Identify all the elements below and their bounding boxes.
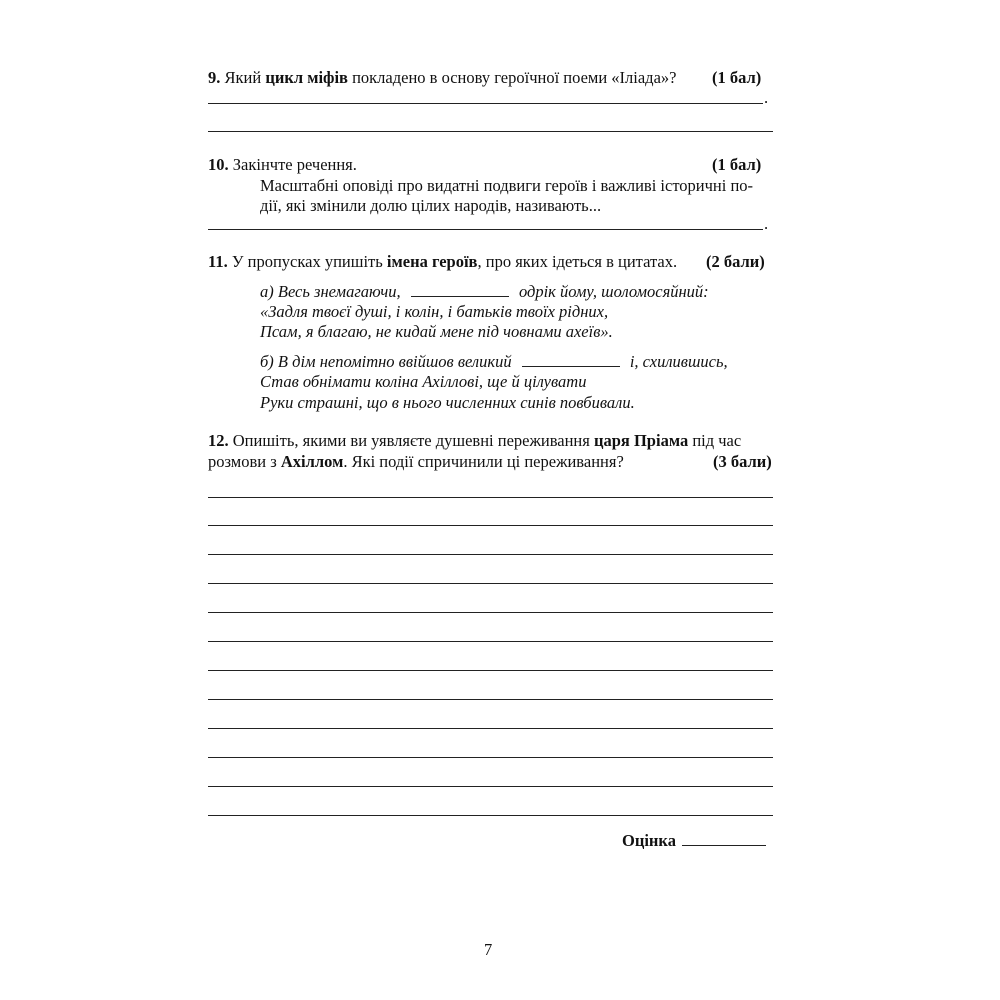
question-9-number: 9.	[208, 68, 221, 87]
question-12-text-1a: Опишіть, якими ви уявляєте душевні переживання	[228, 431, 594, 450]
answer-line-9-1[interactable]	[208, 103, 763, 104]
answer-line-10[interactable]	[208, 229, 763, 230]
question-11	[208, 252, 677, 272]
question-9-points: (1 бал)	[712, 68, 762, 87]
question-9-text-end: покладено в основу героїчної поеми «Іліада»?	[347, 68, 677, 87]
question-10-text: Закінчте речення.	[228, 155, 357, 174]
answer-line-12-3[interactable]	[208, 554, 773, 555]
grade-field	[622, 830, 766, 851]
quote-a-text-end: одрік йому, шоломосяйний:	[514, 282, 709, 301]
answer-period-9: .	[764, 88, 769, 107]
quote-a-text-start: а) Весь знемагаючи,	[260, 282, 405, 301]
quote-b-line-3: Руки страшні, що в нього численних синів повбивали.	[260, 393, 635, 412]
grade-label: Оцінка	[622, 831, 676, 850]
question-12-text-1b: під час	[688, 431, 742, 450]
question-12-line-1	[208, 431, 741, 451]
answer-line-9-2[interactable]	[208, 131, 773, 132]
quote-b-text-start: б) В дім непомітно ввійшов великий	[260, 352, 516, 371]
question-12-points: (3 бали)	[713, 452, 772, 471]
question-10	[208, 155, 357, 175]
answer-line-12-11[interactable]	[208, 786, 773, 787]
question-10-number: 10.	[208, 155, 229, 174]
blank-hero-a[interactable]	[411, 282, 509, 297]
question-10-prompt-line-2: дії, які змінили долю цілих народів, називають...	[260, 196, 602, 215]
question-11-bold: імена героїв	[386, 252, 478, 271]
quote-b-text-end: і, схилившись,	[625, 352, 728, 371]
question-9-bold: цикл міфів	[265, 68, 348, 87]
answer-line-12-1[interactable]	[208, 497, 773, 498]
answer-line-12-5[interactable]	[208, 612, 773, 613]
question-12-line-2	[208, 452, 624, 472]
quote-b-line-1	[260, 352, 728, 372]
answer-line-12-2[interactable]	[208, 525, 773, 526]
question-11-text-start: У пропусках упишіть	[227, 252, 387, 271]
quote-a-line-1	[260, 282, 709, 302]
question-11-number: 11.	[208, 252, 228, 271]
question-9-text-start: Який	[220, 68, 266, 87]
question-12-text-2a: розмови з	[208, 452, 281, 471]
grade-line[interactable]	[682, 830, 766, 846]
answer-line-12-4[interactable]	[208, 583, 773, 584]
question-12-bold-2: Ахіллом	[280, 452, 344, 471]
question-12-number: 12.	[208, 431, 229, 450]
blank-hero-b[interactable]	[522, 352, 620, 367]
answer-line-12-9[interactable]	[208, 728, 773, 729]
quote-a-line-2: «Задля твоєї душі, і колін, і батьків твоїх рідних,	[260, 302, 609, 321]
answer-line-12-8[interactable]	[208, 699, 773, 700]
answer-line-12-10[interactable]	[208, 757, 773, 758]
answer-line-12-7[interactable]	[208, 670, 773, 671]
answer-line-12-12[interactable]	[208, 815, 773, 816]
question-12-text-2b: . Які події спричинили ці переживання?	[343, 452, 624, 471]
quote-a-line-3: Псам, я благаю, не кидай мене під човнами ахеїв».	[260, 322, 613, 341]
question-10-points: (1 бал)	[712, 155, 762, 174]
question-12-bold-1: царя Пріама	[593, 431, 689, 450]
question-9	[208, 68, 676, 88]
answer-line-12-6[interactable]	[208, 641, 773, 642]
question-11-points: (2 бали)	[706, 252, 765, 271]
question-11-text-end: , про яких ідеться в цитатах.	[477, 252, 678, 271]
quote-b-line-2: Став обнімати коліна Ахіллові, ще й цілувати	[260, 372, 587, 391]
answer-period-10: .	[764, 214, 769, 233]
page-number: 7	[484, 940, 493, 959]
question-10-prompt-line-1: Масштабні оповіді про видатні подвиги героїв і важливі історичні по-	[260, 176, 754, 195]
